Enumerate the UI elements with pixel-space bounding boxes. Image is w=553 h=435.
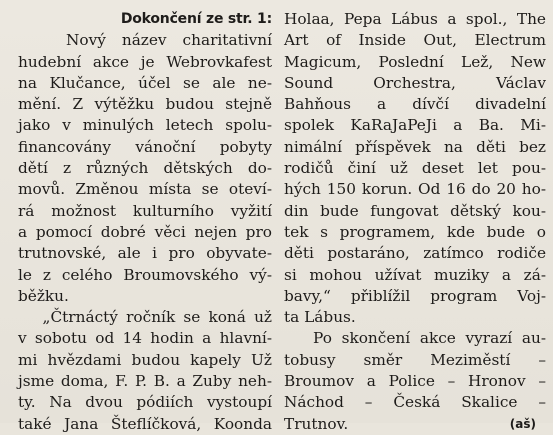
text-line: dětí z různých dětských do- (18, 159, 272, 178)
text-line: Holaa, Pepa Lábus a spol., The (284, 10, 546, 28)
author-signature: (aš) (509, 416, 536, 431)
text-line: také Jana Šteflíčková, Koonda (18, 414, 272, 433)
text-line: tobusy směr Meziměstí – (284, 350, 546, 369)
text-line: nimální příspěvek na děti bez (284, 137, 546, 156)
text-line: Nový název charitativní (18, 31, 272, 50)
text-line: movů. Změnou místa se oteví- (18, 180, 272, 199)
text-line: ta Lábus. (284, 308, 356, 327)
text-line: jsme doma, F. P. B. a Zuby neh- (18, 372, 272, 391)
text-line: Broumov a Police – Hronov – (284, 372, 546, 391)
article-column-left (18, 0, 272, 433)
text-line: rodičů činí už deset let pou- (284, 159, 546, 178)
text-line: „Čtrnáctý ročník se koná už (18, 308, 272, 327)
text-line: bavy,“ přiblížil program Voj- (284, 286, 546, 305)
text-line: Náchod – Česká Skalice – (284, 393, 546, 412)
text-line: Sound Orchestra, Václav (284, 73, 546, 92)
text-line: běžku. (18, 286, 69, 305)
continuation-kicker: Dokončení ze str. 1: (120, 11, 272, 27)
text-line: le z celého Broumovského vý- (18, 265, 272, 284)
text-line: financovány vánoční pobyty (18, 137, 272, 156)
text-line: mi hvězdami budou kapely Už (18, 350, 272, 369)
text-line: děti postaráno, zatímco rodiče (284, 244, 546, 263)
text-line: spolek KaRaJaPeJi a Ba. Mi- (284, 116, 546, 135)
text-line: na Klučance, účel se ale ne- (18, 73, 272, 92)
text-line: Art of Inside Out, Electrum (284, 31, 546, 50)
text-line: Po skončení akce vyrazí au- (284, 329, 546, 348)
text-line: Magicum, Poslední Lež, New (284, 52, 546, 71)
text-line: hudební akce je Webrovkafest (18, 52, 272, 71)
text-line: mění. Z výtěžku budou stejně (18, 95, 272, 114)
text-line: trutnovské, ale i pro obyvate- (18, 244, 272, 263)
text-line: ty. Na dvou pódiích vystoupí (18, 393, 272, 412)
text-line: si mohou užívat muziky a zá- (284, 265, 546, 284)
article-column-right (284, 0, 546, 433)
text-line: rá možnost kulturního vyžití (18, 201, 272, 220)
text-line: Trutnov. (284, 414, 349, 433)
text-line-last (284, 414, 546, 435)
text-line: jako v minulých letech spolu- (18, 116, 272, 135)
text-line: hých 150 korun. Od 16 do 20 ho- (284, 180, 546, 199)
text-line: din bude fungovat dětský kou- (284, 201, 546, 220)
text-line: tek s programem, kde bude o (284, 222, 546, 241)
text-line: Bahňous a dívčí divadelní (284, 95, 546, 114)
text-line: v sobotu od 14 hodin a hlavní- (18, 329, 272, 348)
text-line: a pomocí dobré věci nejen pro (18, 222, 272, 241)
